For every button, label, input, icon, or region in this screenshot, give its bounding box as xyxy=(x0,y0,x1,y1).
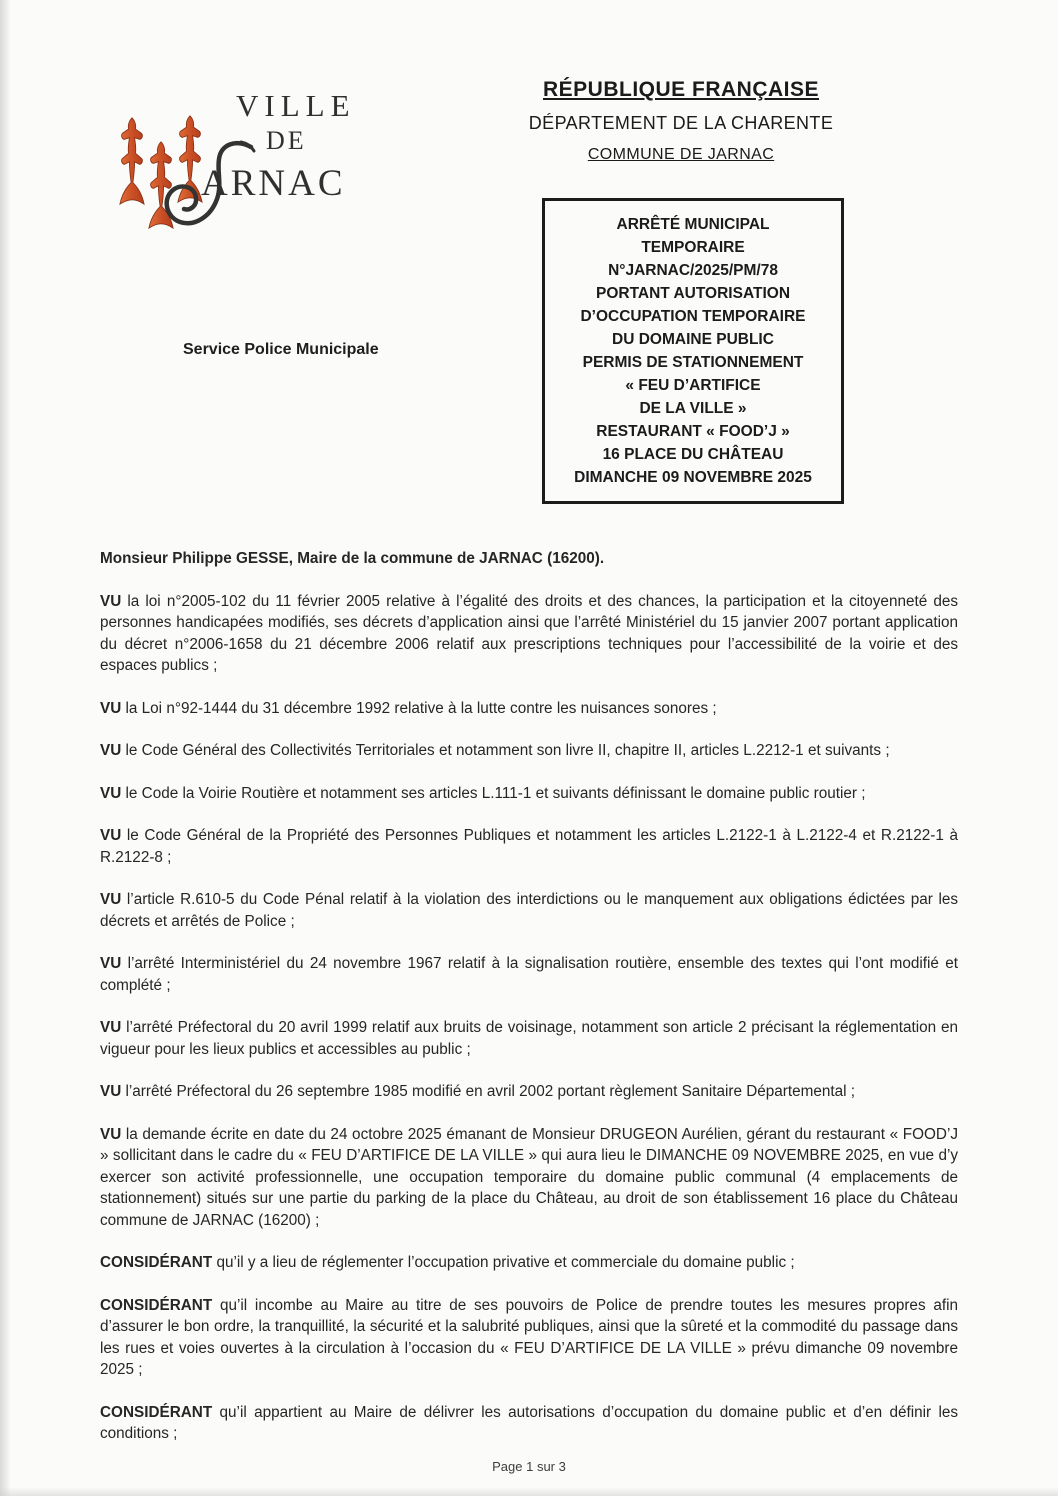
vu-lead: VU xyxy=(100,1019,122,1036)
considerant-paragraph xyxy=(100,1402,958,1445)
scan-edge-left xyxy=(0,0,11,1496)
title-line: RESTAURANT « FOOD’J » xyxy=(596,423,790,440)
page-number: Page 1 sur 3 xyxy=(492,1459,566,1474)
mayor-intro-line: Monsieur Philippe GESSE, Maire de la commune de JARNAC (16200). xyxy=(100,550,605,567)
header-republique: RÉPUBLIQUE FRANÇAISE xyxy=(542,78,820,101)
vu-lead: VU xyxy=(100,592,122,610)
decree-body xyxy=(100,548,958,1466)
considerant-lead: CONSIDÉRANT xyxy=(100,1403,213,1421)
vu-lead: VU xyxy=(100,955,122,972)
scan-edge-bottom xyxy=(0,1487,1058,1496)
considerant-paragraph xyxy=(100,1252,958,1274)
paragraph-text: l’arrêté Préfectoral du 20 avril 1999 relatif aux bruits de voisinage, notamment son article 2 précisant la réglementation en vigueur pour les lieux publics et accessibles au public ; xyxy=(100,1019,958,1058)
service-label: Service Police Municipale xyxy=(183,341,379,358)
paragraph-text: qu’il y a lieu de réglementer l’occupation privative et commerciale du domaine public ; xyxy=(216,1254,795,1271)
title-line: « FEU D’ARTIFICE xyxy=(625,377,761,394)
paragraph-text: le Code Général de la Propriété des Personnes Publiques et notamment les articles L.2122-1 à L.2122-4 et R.2122-1 à R.2122-8 ; xyxy=(100,827,958,866)
vu-paragraph xyxy=(100,740,958,762)
vu-paragraph xyxy=(100,953,958,996)
paragraph-text: le Code la Voirie Routière et notamment ses articles L.111-1 et suivants définissant le domaine public routier ; xyxy=(125,784,866,802)
vu-lead: VU xyxy=(100,827,122,844)
vu-paragraph xyxy=(100,1081,958,1103)
vu-paragraph xyxy=(100,1017,958,1060)
title-line: DU DOMAINE PUBLIC xyxy=(612,331,774,348)
title-line: N°JARNAC/2025/PM/78 xyxy=(608,262,778,279)
logo-text-arnac: ARNAC xyxy=(201,163,346,204)
vu-lead: VU xyxy=(100,784,122,802)
ville-de-jarnac-logo xyxy=(100,88,410,258)
vu-paragraph xyxy=(100,889,958,932)
paragraph-text: le Code Général des Collectivités Territoriales et notamment son livre II, chapitre II, articles L.2212-1 et suivants ; xyxy=(125,742,890,759)
paragraph-text: qu’il incombe au Maire au titre de ses pouvoirs de Police de prendre toutes les mesures propres afin d’assurer le bon ordre, la tranquillité, la sécurité et la salubrité publiques, ainsi que la sûreté et la commodité du passage dans les rues et voies ouvertes à la circulation à l’occasion du « FEU D’ARTIFICE DE LA VILLE » prévu dimanche 09 novembre 2025 ; xyxy=(100,1296,959,1378)
title-line: D’OCCUPATION TEMPORAIRE xyxy=(580,308,806,325)
vu-paragraph xyxy=(100,825,958,868)
paragraph-text: l’article R.610-5 du Code Pénal relatif à la violation des interdictions ou le manquement aux obligations édictées par les décrets et arrêtés de Police ; xyxy=(100,891,958,930)
decree-title-box xyxy=(542,198,844,504)
header-commune: COMMUNE DE JARNAC xyxy=(587,146,775,163)
logo-text-de: DE xyxy=(266,126,307,155)
official-header xyxy=(505,78,857,164)
vu-lead: VU xyxy=(100,1125,122,1143)
title-line: 16 PLACE DU CHÂTEAU xyxy=(602,446,784,463)
considerant-lead: CONSIDÉRANT xyxy=(100,1254,213,1271)
logo-text-ville: VILLE xyxy=(236,88,356,123)
title-line: PERMIS DE STATIONNEMENT xyxy=(582,354,804,371)
title-line: ARRÊTÉ MUNICIPAL xyxy=(616,216,770,233)
vu-paragraph xyxy=(100,783,958,805)
vu-paragraph xyxy=(100,591,958,677)
vu-paragraph xyxy=(100,698,958,720)
title-line: PORTANT AUTORISATION xyxy=(595,285,791,302)
title-line: DE LA VILLE » xyxy=(639,400,747,417)
paragraph-text: l’arrêté Interministériel du 24 novembre 1967 relatif à la signalisation routière, ensemble des textes qui l’ont modifié et complété ; xyxy=(100,955,959,994)
vu-lead: VU xyxy=(100,699,122,717)
paragraph-text: l’arrêté Préfectoral du 26 septembre 1985 modifié en avril 2002 portant règlement Sanitaire Départemental ; xyxy=(125,1083,856,1100)
header-departement: DÉPARTEMENT DE LA CHARENTE xyxy=(528,113,834,133)
vu-lead: VU xyxy=(100,1083,122,1100)
vu-lead: VU xyxy=(100,742,122,759)
title-line: DIMANCHE 09 NOVEMBRE 2025 xyxy=(574,469,812,486)
paragraph-text: la loi n°2005-102 du 11 février 2005 relative à l’égalité des droits et des chances, la participation et la citoyenneté des personnes handicapées modifiés, ses décrets d’application ainsi que l’arrêté Ministériel du 15 janvier 2007 portant application du décret n°2006-1658 du 21 décembre 2006 relatif aux prescriptions techniques pour l’accessibilité de la voirie et des espaces publics ; xyxy=(100,592,959,674)
paragraph-text: qu’il appartient au Maire de délivrer les autorisations d’occupation du domaine public et d’en définir les conditions ; xyxy=(100,1403,959,1442)
considerant-lead: CONSIDÉRANT xyxy=(100,1296,213,1314)
title-line: TEMPORAIRE xyxy=(641,239,745,256)
considerant-paragraph xyxy=(100,1295,958,1381)
vu-paragraph xyxy=(100,1124,958,1232)
paragraph-text: la demande écrite en date du 24 octobre 2025 émanant de Monsieur DRUGEON Aurélien, gérant du restaurant « FOOD’J » sollicitant dans le cadre du « FEU D’ARTIFICE DE LA VILLE » qui aura lieu le DIMANCHE 09 NOVEMBRE 2025, en vue d’y exercer son activité professionnelle, une occupation temporaire du domaine public communal (4 emplacements de stationnement) situés sur une partie du parking de la place du Château, au droit de son établissement 16 place du Château commune de JARNAC (16200) ; xyxy=(100,1125,959,1229)
vu-lead: VU xyxy=(100,891,122,908)
paragraph-text: la Loi n°92-1444 du 31 décembre 1992 relative à la lutte contre les nuisances sonores ; xyxy=(125,699,717,717)
